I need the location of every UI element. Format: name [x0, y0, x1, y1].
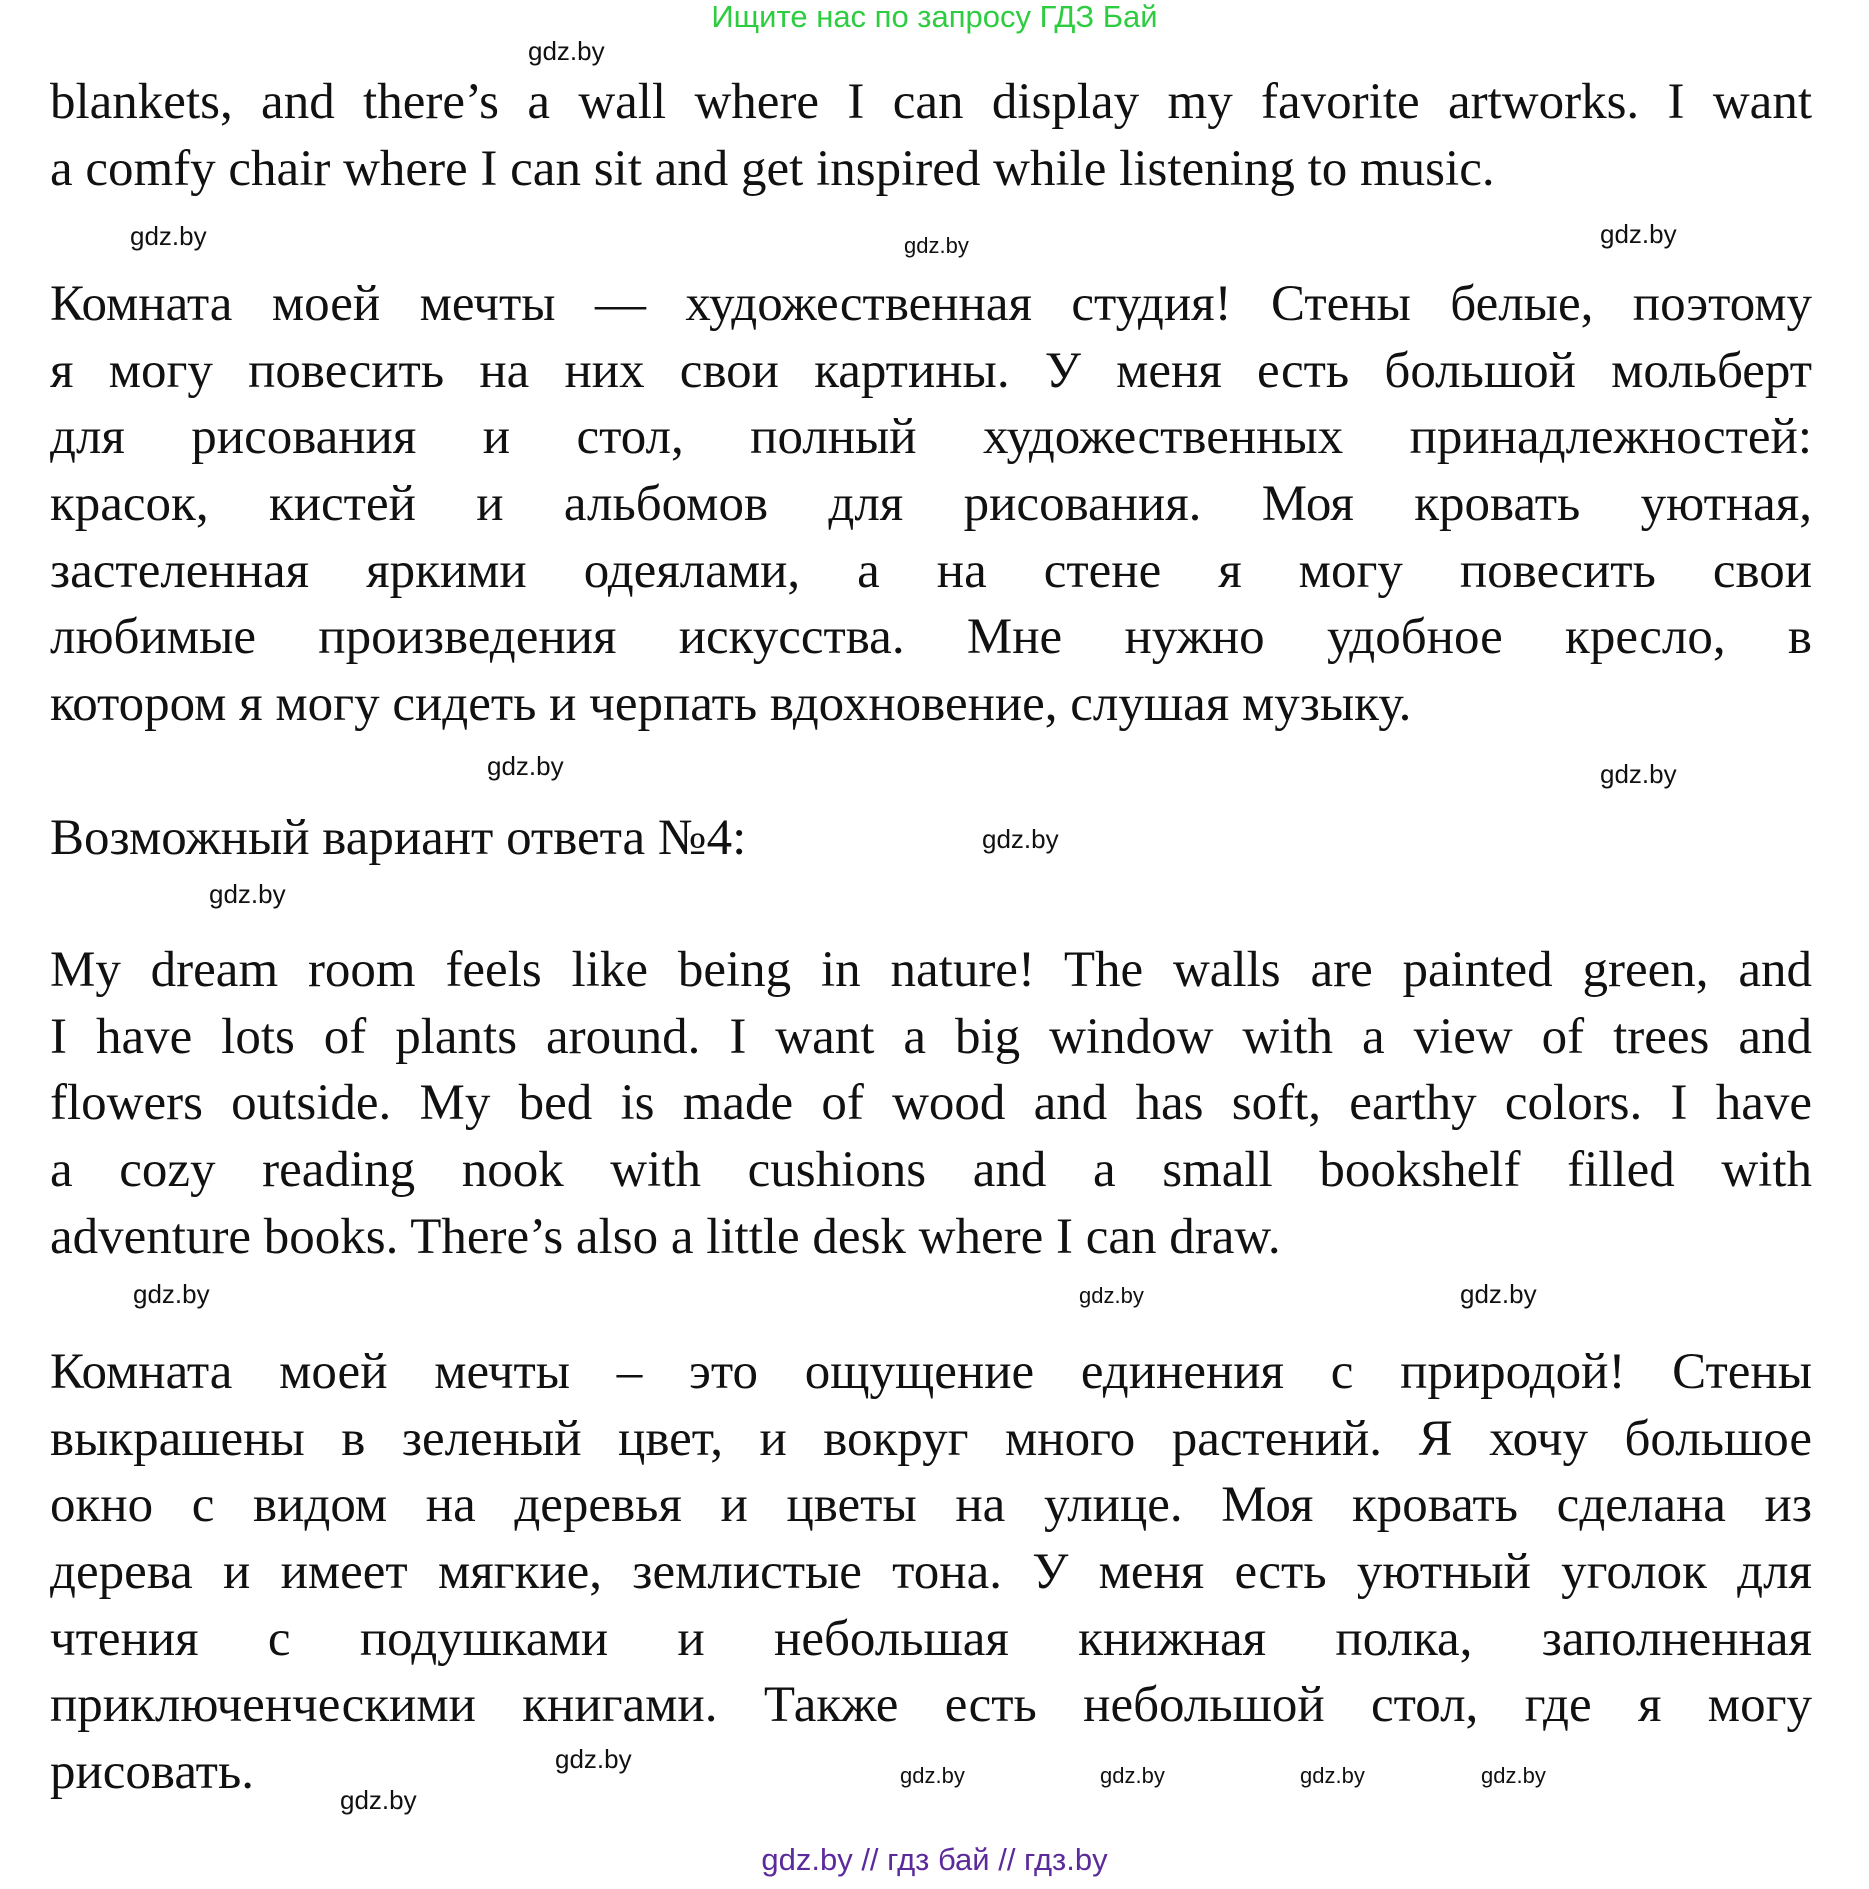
site-footer-links: gdz.by // гдз бай // гдз.by: [761, 1842, 1108, 1877]
watermark: gdz.by: [982, 824, 1059, 854]
watermark: gdz.by: [1481, 1763, 1546, 1788]
watermark: gdz.by: [1300, 1763, 1365, 1788]
text-line: I have lots of plants around. I want a big window with a view of trees and: [50, 1008, 1812, 1065]
paragraph-english-3-end: [50, 69, 1812, 202]
text-line: adventure books. There’s also a little desk where I can draw.: [50, 1208, 1281, 1265]
paragraph-english-4: [50, 937, 1812, 1270]
watermark: gdz.by: [900, 1763, 965, 1788]
text-line: выкрашены в зеленый цвет, и вокруг много растений. Я хочу большое: [50, 1410, 1812, 1467]
text-line: Комната моей мечты – это ощущение единения с природой! Стены: [50, 1344, 1812, 1400]
paragraph-russian-3: [50, 271, 1812, 738]
watermark: gdz.by: [487, 751, 564, 781]
watermark: gdz.by: [1460, 1279, 1537, 1309]
watermark: gdz.by: [555, 1744, 632, 1774]
text-line: чтения с подушками и небольшая книжная полка, заполненная: [50, 1610, 1812, 1667]
watermark: gdz.by: [904, 233, 969, 258]
text-line: для рисования и стол, полный художественных принадлежностей:: [50, 409, 1812, 466]
watermark: gdz.by: [130, 221, 207, 251]
watermark: gdz.by: [1600, 219, 1677, 249]
watermark: gdz.by: [1100, 1763, 1165, 1788]
paragraph-russian-4: [50, 1339, 1812, 1806]
text-line: blankets, and there’s a wall where I can display my favorite artworks. I want: [50, 74, 1812, 130]
text-line: я могу повесить на них свои картины. У меня есть большой мольберт: [50, 342, 1812, 399]
text-line: дерева и имеет мягкие, землистые тона. У меня есть уютный уголок для: [50, 1544, 1812, 1601]
text-line: a cozy reading nook with cushions and a small bookshelf filled with: [50, 1142, 1812, 1199]
text-line: красок, кистей и альбомов для рисования. Моя кровать уютная,: [50, 476, 1812, 533]
search-hint-header: Ищите нас по запросу ГДЗ Бай: [711, 0, 1158, 34]
watermark: gdz.by: [340, 1785, 417, 1815]
text-line: окно с видом на деревья и цветы на улице. Моя кровать сделана из: [50, 1477, 1812, 1534]
text-line: a comfy chair where I can sit and get inspired while listening to music.: [50, 140, 1495, 197]
watermark: gdz.by: [209, 879, 286, 909]
watermark: gdz.by: [133, 1279, 210, 1309]
text-line: flowers outside. My bed is made of wood and has soft, earthy colors. I have: [50, 1075, 1812, 1132]
text-line: любимые произведения искусства. Мне нужно удобное кресло, в: [50, 609, 1812, 666]
watermark: gdz.by: [1600, 759, 1677, 789]
text-line: рисовать.: [50, 1744, 254, 1801]
text-line: застеленная яркими одеялами, а на стене я могу повесить свои: [50, 542, 1812, 599]
answer-variant-heading: [50, 805, 1812, 872]
heading-text: Возможный вариант ответа №4:: [50, 810, 747, 866]
watermark: gdz.by: [528, 36, 605, 66]
text-line: приключенческими книгами. Также есть небольшой стол, где я могу: [50, 1677, 1812, 1734]
text-line: Комната моей мечты — художественная студия! Стены белые, поэтому: [50, 276, 1812, 332]
watermark: gdz.by: [1079, 1283, 1144, 1308]
text-line: котором я могу сидеть и черпать вдохновение, слушая музыку.: [50, 676, 1412, 733]
text-line: My dream room feels like being in nature! The walls are painted green, and: [50, 942, 1812, 998]
